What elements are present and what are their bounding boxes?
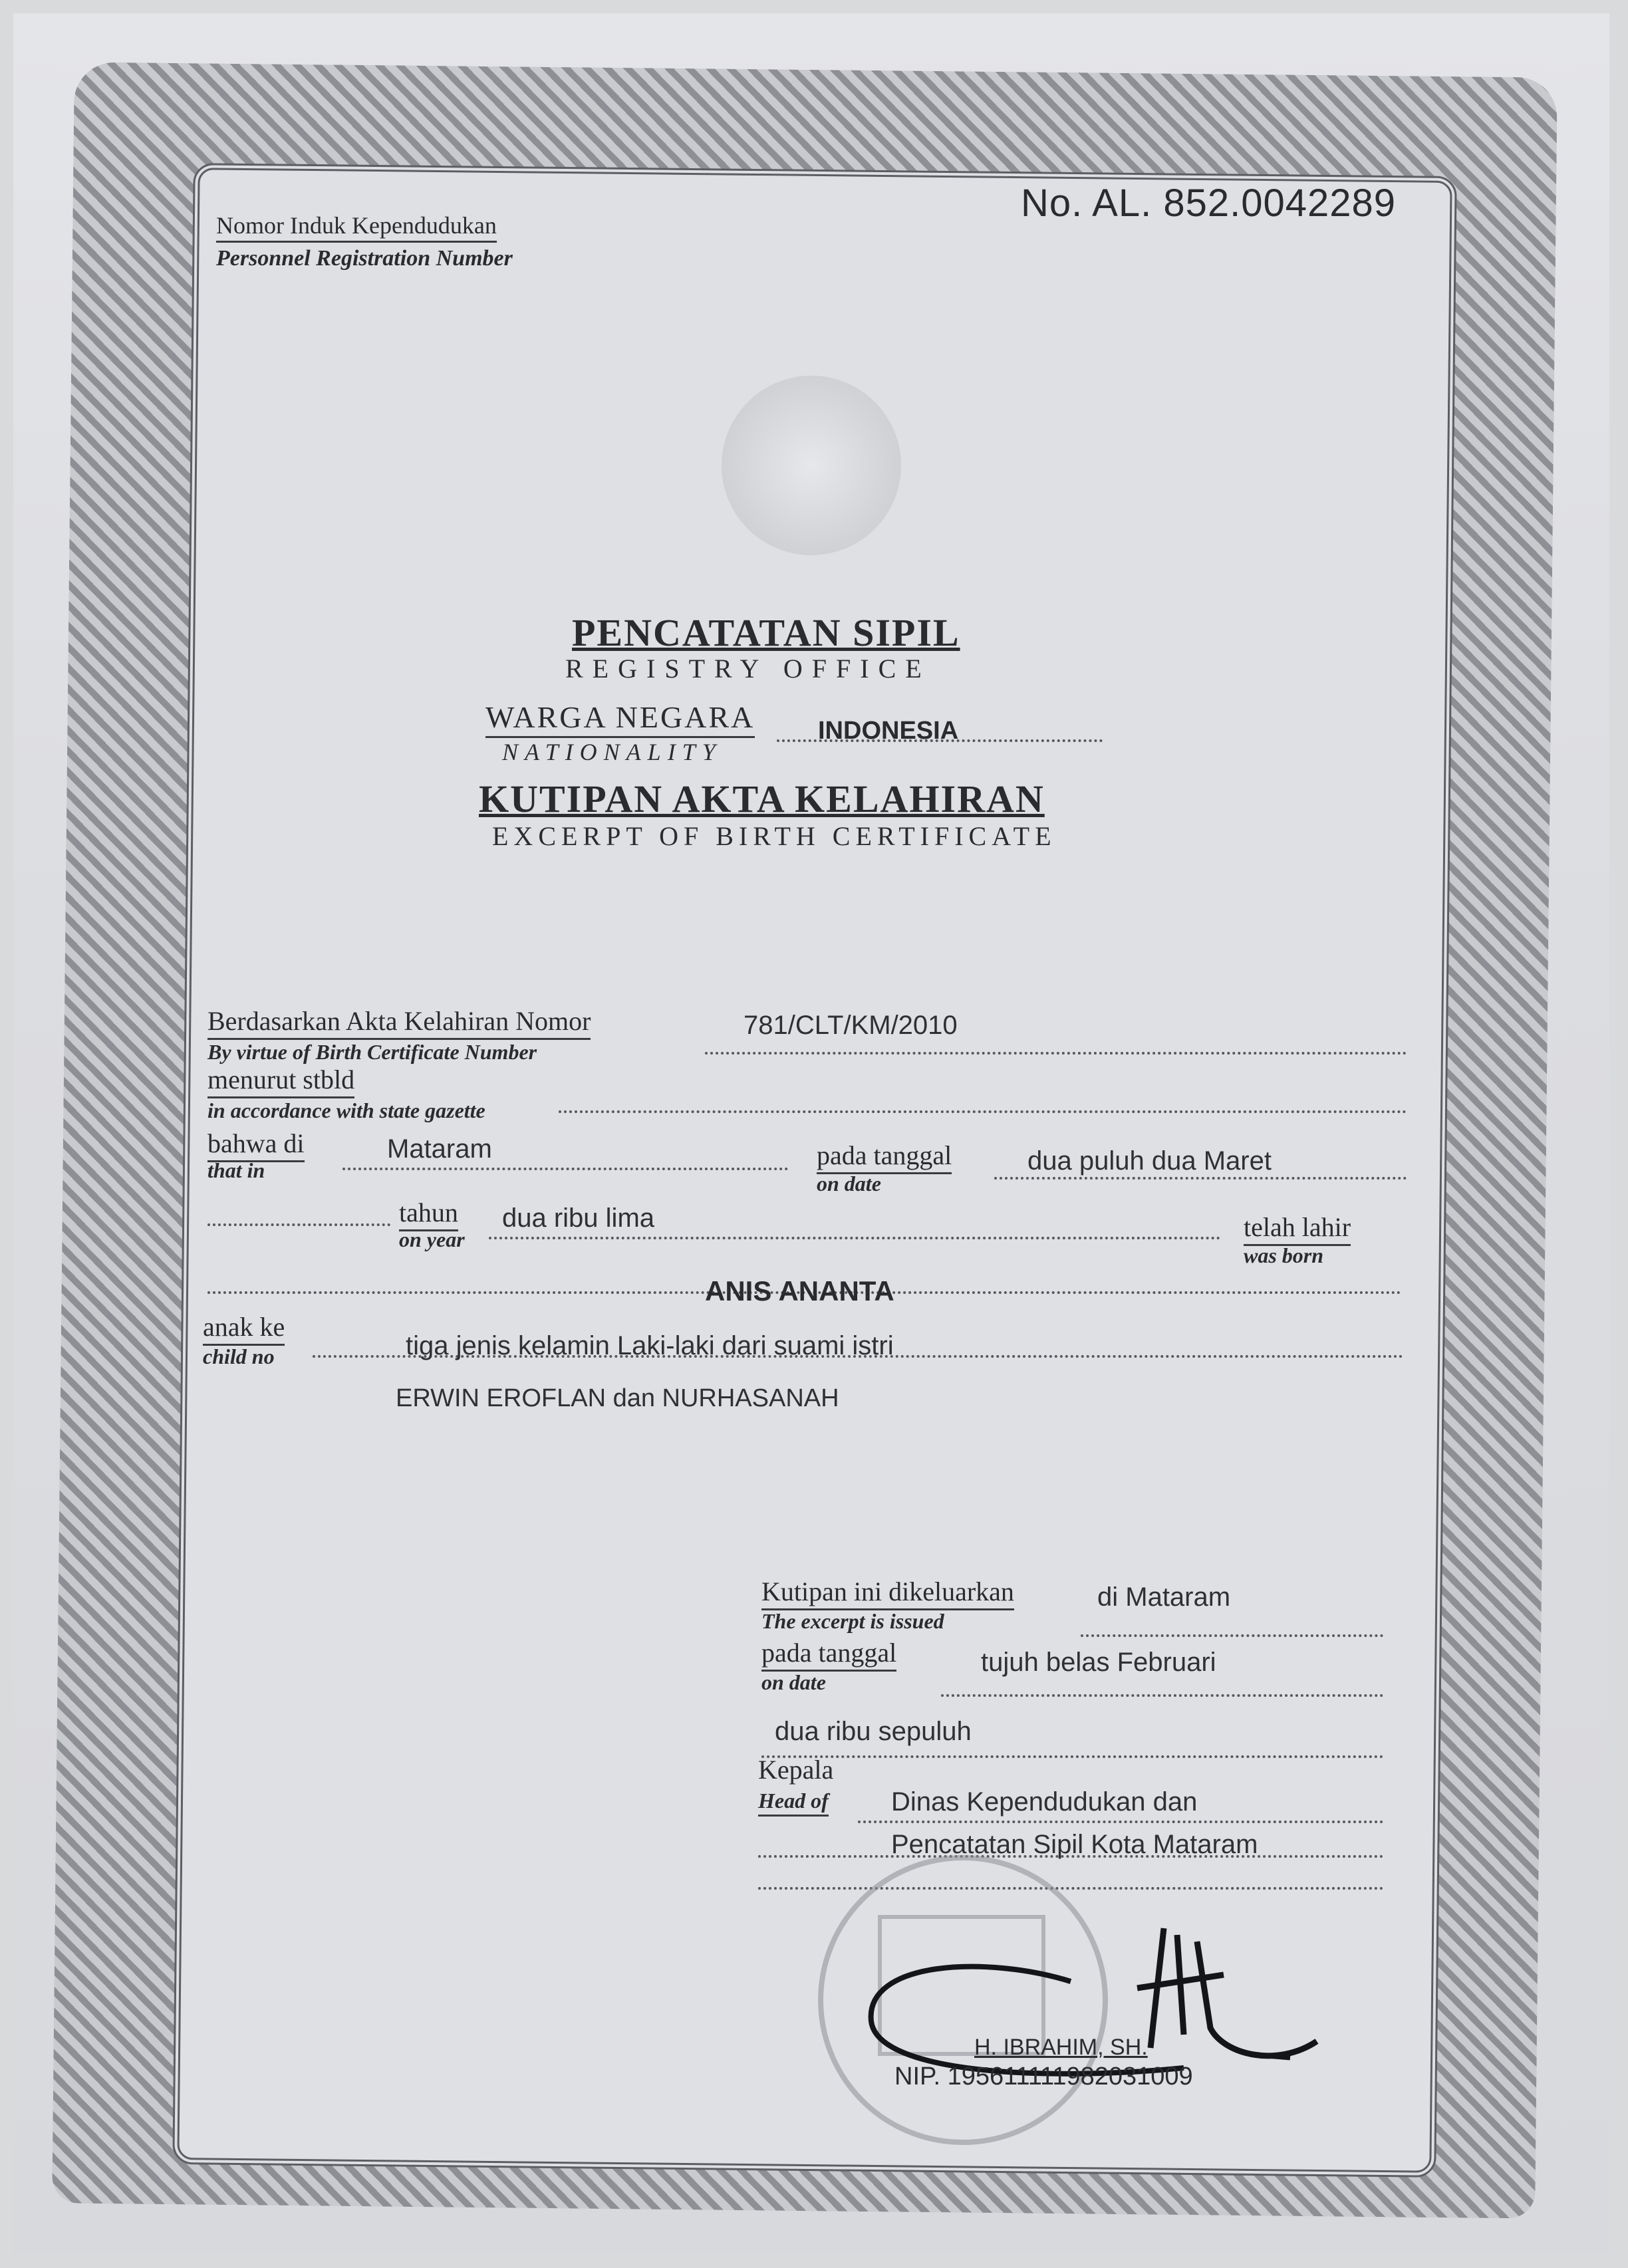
issue-date-label: pada tanggal bbox=[761, 1637, 896, 1672]
issued-dotted-line bbox=[1081, 1634, 1383, 1637]
birthyear-dotted-line bbox=[489, 1237, 1220, 1239]
birthdate-value: dua puluh dua Maret bbox=[1027, 1146, 1272, 1176]
cert-number-label: Berdasarkan Akta Kelahiran Nomor bbox=[207, 1005, 591, 1040]
document-title-en: EXCERPT OF BIRTH CERTIFICATE bbox=[492, 821, 1057, 851]
official-name: H. IBRAHIM, SH. bbox=[974, 2035, 1148, 2060]
birthplace-dotted-line bbox=[342, 1168, 788, 1170]
born-label-en: was born bbox=[1244, 1243, 1324, 1267]
head-value-line2: Pencatatan Sipil Kota Mataram bbox=[891, 1830, 1258, 1859]
cert-number-dotted-line bbox=[705, 1052, 1407, 1055]
issue-date-value: tujuh belas Februari bbox=[981, 1648, 1216, 1677]
issue-date-dotted-line bbox=[941, 1694, 1383, 1697]
nationality-value: INDONESIA bbox=[818, 717, 959, 745]
stbld-label: menurut stbld bbox=[207, 1064, 354, 1098]
parents-names: ERWIN EROFLAN dan NURHASANAH bbox=[396, 1384, 839, 1412]
head-dotted-line-3 bbox=[758, 1887, 1383, 1890]
issued-label: Kutipan ini dikeluarkan bbox=[761, 1576, 1014, 1610]
head-value-line1: Dinas Kependudukan dan bbox=[891, 1787, 1198, 1817]
issue-year-value: dua ribu sepuluh bbox=[775, 1717, 972, 1746]
official-nip: NIP. 195611111982031009 bbox=[894, 2063, 1193, 2090]
issued-place-value: di Mataram bbox=[1097, 1582, 1231, 1612]
issue-date-label-en: on date bbox=[761, 1670, 826, 1694]
head-dotted-line-1 bbox=[858, 1821, 1383, 1823]
birthyear-label-en: on year bbox=[399, 1227, 465, 1251]
child-number-label-en: child no bbox=[203, 1344, 275, 1368]
nationality-label-en: NATIONALITY bbox=[502, 739, 722, 765]
birthyear-label: tahun bbox=[399, 1197, 458, 1231]
birthdate-label-en: on date bbox=[817, 1172, 881, 1196]
office-title-en: REGISTRY OFFICE bbox=[565, 654, 931, 684]
nik-label-en: Personnel Registration Number bbox=[216, 246, 513, 271]
stbld-label-en: in accordance with state gazette bbox=[207, 1098, 485, 1122]
born-label: telah lahir bbox=[1244, 1211, 1351, 1246]
birthdate-dotted-line bbox=[994, 1177, 1407, 1180]
serial-number: No. AL. 852.0042289 bbox=[1021, 182, 1397, 225]
child-name: ANIS ANANTA bbox=[705, 1275, 894, 1307]
issued-label-en: The excerpt is issued bbox=[761, 1609, 944, 1633]
birthyear-value: dua ribu lima bbox=[502, 1203, 655, 1233]
birthplace-label: bahwa di bbox=[207, 1128, 305, 1162]
nik-label: Nomor Induk Kependudukan bbox=[216, 211, 497, 243]
head-label-en: Head of bbox=[758, 1789, 829, 1817]
office-title: PENCATATAN SIPIL bbox=[572, 611, 960, 654]
nationality-label: WARGA NEGARA bbox=[485, 699, 755, 738]
cert-number-value: 781/CLT/KM/2010 bbox=[744, 1011, 958, 1040]
birthplace-label-en: that in bbox=[207, 1158, 265, 1182]
birthplace-value: Mataram bbox=[387, 1134, 492, 1164]
year-lead-dotted-line bbox=[207, 1223, 390, 1226]
document-title: KUTIPAN AKTA KELAHIRAN bbox=[479, 777, 1045, 820]
child-number-label: anak ke bbox=[203, 1311, 285, 1346]
cert-number-label-en: By virtue of Birth Certificate Number bbox=[207, 1040, 537, 1064]
birthdate-label: pada tanggal bbox=[817, 1140, 952, 1174]
head-label: Kepala bbox=[758, 1755, 834, 1785]
issue-year-dotted-line bbox=[761, 1755, 1383, 1758]
stbld-dotted-line bbox=[559, 1110, 1407, 1113]
child-number-value: tiga jenis kelamin Laki-laki dari suami istri bbox=[406, 1331, 894, 1360]
